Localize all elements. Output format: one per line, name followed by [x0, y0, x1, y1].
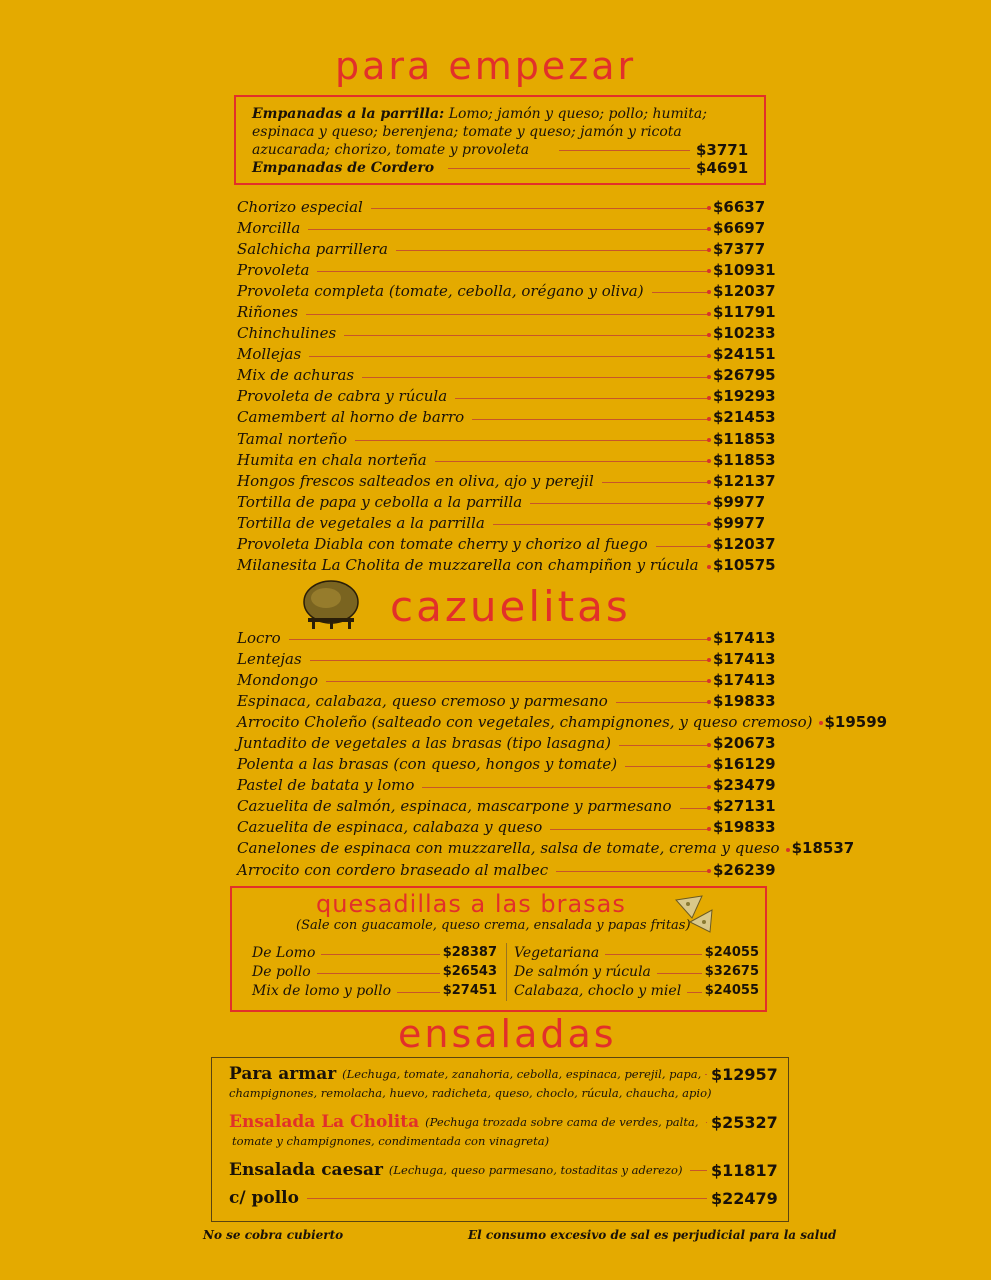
menu-item-name: Espinaca, calabaza, queso cremoso y parmesano [237, 691, 608, 710]
quesadilla-item [252, 943, 497, 962]
salad-price: $22479 [711, 1188, 778, 1208]
salad-price: $25327 [711, 1112, 778, 1132]
leader-line [559, 150, 690, 151]
salad-para-armar [229, 1064, 777, 1100]
leader-line [321, 954, 439, 955]
ensaladas-box [211, 1057, 789, 1222]
menu-item-price: $17413 [713, 670, 776, 689]
leader-line [310, 660, 709, 661]
menu-item-price: $9977 [713, 492, 766, 511]
menu-item-name: Mollejas [237, 345, 302, 364]
menu-item-price: $17413 [713, 628, 776, 647]
menu-item-name: Riñones [237, 303, 299, 322]
leader-line [707, 567, 709, 568]
leader-line [706, 1122, 707, 1123]
quesadilla-name: Vegetariana [514, 944, 600, 961]
quesadilla-item [514, 962, 759, 981]
menu-item [237, 407, 777, 428]
menu-item-price: $19293 [713, 387, 776, 406]
quesadillas-left-column [252, 943, 497, 1000]
quesadilla-price: $24055 [704, 983, 759, 998]
menu-item [237, 512, 777, 533]
salad-la-cholita [229, 1112, 777, 1148]
menu-item-name: Cazuelita de espinaca, calabaza y queso [237, 818, 543, 837]
menu-item [237, 534, 777, 555]
menu-item-name: Hongos frescos salteados en oliva, ajo y perejil [237, 471, 594, 490]
menu-item-price: $27131 [713, 797, 776, 816]
leader-line [344, 335, 709, 336]
menu-item [237, 470, 777, 491]
leader-line [625, 766, 709, 767]
menu-item-price: $7377 [713, 239, 766, 258]
leader-line [355, 440, 709, 441]
menu-item [237, 449, 777, 470]
menu-item [237, 669, 777, 690]
empanadas-price: $3771 [696, 141, 749, 159]
quesadillas-box [230, 886, 767, 1012]
salad-name: Ensalada La Cholita [229, 1112, 420, 1132]
menu-item-name: Tortilla de papa y cebolla a la parrilla [237, 492, 523, 511]
menu-item-price: $10931 [713, 260, 776, 279]
salad-con-pollo [229, 1188, 777, 1208]
menu-item-name: Mondongo [237, 670, 318, 689]
leader-line [656, 546, 709, 547]
menu-item-price: $6697 [713, 218, 766, 237]
clay-oven-icon [302, 578, 360, 630]
menu-item [237, 627, 777, 648]
leader-line [371, 208, 709, 209]
quesadilla-price: $24055 [704, 945, 759, 960]
quesadillas-right-column [514, 943, 759, 1000]
leader-line [397, 992, 440, 993]
empanadas-title: Empanadas a la parrilla: [252, 106, 445, 122]
menu-item-name: Chorizo especial [237, 197, 363, 216]
menu-item-price: $12037 [713, 281, 776, 300]
menu-item [237, 365, 777, 386]
menu-item-name: Salchicha parrillera [237, 239, 388, 258]
salad-name: Ensalada caesar [229, 1160, 383, 1180]
menu-item [237, 344, 777, 365]
menu-item [237, 817, 777, 838]
leader-line [616, 702, 709, 703]
menu-item-name: Provoleta Diabla con tomate cherry y chorizo al fuego [237, 535, 648, 554]
leader-line [317, 271, 709, 272]
leader-line [680, 808, 710, 809]
empanadas-cordero-price: $4691 [696, 159, 749, 177]
menu-item-name: Cazuelita de salmón, espinaca, mascarpone y parmesano [237, 797, 672, 816]
empanadas-flavors-2: espinaca y queso; berenjena; tomate y queso; jamón y ricota [252, 124, 682, 140]
leader-line [396, 250, 709, 251]
leader-line [550, 829, 709, 830]
title-quesadillas: quesadillas a las brasas [316, 890, 626, 918]
salad-description: (Lechuga, queso parmesano, tostaditas y aderezo) [388, 1163, 683, 1177]
menu-item-name: Polenta a las brasas (con queso, hongos y tomate) [237, 755, 618, 774]
quesadilla-icon [672, 892, 716, 936]
empanadas-line-4 [252, 159, 752, 177]
menu-item-name: Juntadito de vegetales a las brasas (tipo lasagna) [237, 734, 611, 753]
menu-item-price: $11853 [713, 450, 776, 469]
leader-line [657, 973, 702, 974]
menu-item [237, 732, 777, 753]
menu-item-price: $10233 [713, 324, 776, 343]
quesadilla-price: $27451 [442, 983, 497, 998]
empanadas-line-1 [252, 105, 752, 123]
salad-caesar [229, 1160, 777, 1180]
menu-item [237, 301, 777, 322]
empanadas-flavors-1: Lomo; jamón y queso; pollo; humita; [448, 106, 707, 122]
menu-item-name: Provoleta completa (tomate, cebolla, orégano y oliva) [237, 281, 644, 300]
menu-item [237, 838, 855, 859]
menu-item [237, 259, 777, 280]
quesadilla-name: De pollo [252, 963, 311, 980]
salad-description-cont: tomate y champignones, condimentada con vinagreta) [232, 1134, 550, 1148]
quesadilla-name: Mix de lomo y pollo [252, 982, 392, 999]
menu-item-name: Arrocito Choleño (salteado con vegetales, champignones, y queso cremoso) [237, 712, 813, 731]
menu-item-price: $26795 [713, 366, 776, 385]
cazuelitas-list [237, 627, 888, 880]
menu-item [237, 386, 777, 407]
menu-item-price: $19599 [824, 712, 888, 731]
menu-item-price: $18537 [791, 839, 855, 858]
leader-line [472, 419, 709, 420]
column-divider [506, 943, 507, 1001]
menu-item [237, 323, 777, 344]
menu-item-price: $24151 [713, 345, 776, 364]
leader-line [435, 461, 709, 462]
menu-item [237, 217, 777, 238]
leader-line [690, 1170, 707, 1171]
menu-item-name: Tortilla de vegetales a la parrilla [237, 513, 485, 532]
menu-item [237, 648, 777, 669]
quesadilla-item [514, 981, 759, 1000]
menu-item [237, 796, 777, 817]
quesadilla-name: De Lomo [252, 944, 316, 961]
menu-item-name: Lentejas [237, 649, 302, 668]
leader-line [362, 377, 709, 378]
menu-item-price: $26239 [713, 860, 776, 879]
menu-item-price: $21453 [713, 408, 776, 427]
leader-line [530, 503, 709, 504]
menu-item [237, 428, 777, 449]
quesadilla-item [514, 943, 759, 962]
menu-item [237, 280, 777, 301]
menu-item [237, 238, 777, 259]
leader-line [455, 398, 709, 399]
quesadilla-item [252, 981, 497, 1000]
menu-item-price: $20673 [713, 734, 776, 753]
menu-item-price: $9977 [713, 513, 766, 532]
menu-item-price: $19833 [713, 691, 776, 710]
leader-line [602, 482, 709, 483]
leader-line [652, 292, 709, 293]
quesadilla-item [252, 962, 497, 981]
footer-no-cubierto: No se cobra cubierto [203, 1228, 344, 1242]
menu-item-name: Chinchulines [237, 324, 337, 343]
leader-line [308, 229, 709, 230]
menu-item-price: $16129 [713, 755, 776, 774]
salad-description: (Pechuga trozada sobre cama de verdes, palta, [425, 1115, 699, 1129]
quesadilla-price: $26543 [442, 964, 497, 979]
menu-item-price: $11853 [713, 429, 776, 448]
empanadas-line-3 [252, 141, 752, 159]
title-ensaladas: ensaladas [398, 1012, 617, 1056]
leader-line [605, 954, 702, 955]
leader-line [317, 973, 440, 974]
quesadillas-subtitle: (Sale con guacamole, queso crema, ensalada y papas fritas) [296, 918, 691, 933]
title-cazuelitas: cazuelitas [390, 582, 631, 631]
leader-line [687, 992, 702, 993]
leader-line [556, 871, 709, 872]
leader-line [705, 1074, 707, 1075]
menu-item-name: Milanesita La Cholita de muzzarella con champiñon y rúcula [237, 556, 699, 575]
leader-line [619, 745, 709, 746]
menu-item-name: Mix de achuras [237, 366, 355, 385]
menu-item-name: Humita en chala norteña [237, 450, 427, 469]
leader-line [422, 787, 709, 788]
leader-line [289, 639, 709, 640]
quesadilla-price: $32675 [704, 964, 759, 979]
quesadilla-name: Calabaza, choclo y miel [514, 982, 682, 999]
leader-line [309, 356, 709, 357]
menu-item-price: $17413 [713, 649, 776, 668]
starters-list [237, 196, 777, 576]
leader-line [493, 524, 709, 525]
menu-item-name: Pastel de batata y lomo [237, 776, 415, 795]
leader-line [448, 168, 690, 169]
menu-item-price: $23479 [713, 776, 776, 795]
menu-item-name: Canelones de espinaca con muzzarella, salsa de tomate, crema y queso [237, 839, 780, 858]
salad-name: Para armar [229, 1064, 337, 1084]
salad-price: $12957 [711, 1064, 778, 1084]
footer-salt-warning: El consumo excesivo de sal es perjudicial para la salud [468, 1228, 837, 1242]
menu-item-price: $19833 [713, 818, 776, 837]
menu-item [237, 196, 777, 217]
menu-item-price: $12037 [713, 535, 776, 554]
menu-item-price: $10575 [713, 556, 776, 575]
empanadas-cordero-name: Empanadas de Cordero [252, 160, 435, 176]
menu-item-name: Provoleta de cabra y rúcula [237, 387, 448, 406]
menu-item-name: Morcilla [237, 218, 301, 237]
menu-item [237, 754, 777, 775]
menu-item-price: $6637 [713, 197, 766, 216]
menu-item [237, 775, 777, 796]
menu-item-name: Tamal norteño [237, 429, 347, 448]
leader-line [306, 314, 709, 315]
salad-description: (Lechuga, tomate, zanahoria, cebolla, espinaca, perejil, papa, [342, 1067, 702, 1081]
leader-line [307, 1198, 707, 1199]
title-para-empezar: para empezar [335, 44, 637, 88]
empanadas-flavors-3: azucarada; chorizo, tomate y provoleta [252, 142, 530, 158]
menu-item-price: $12137 [713, 471, 776, 490]
menu-item [237, 711, 888, 732]
menu-item-name: Locro [237, 628, 281, 647]
salad-price: $11817 [711, 1160, 778, 1180]
menu-item [237, 859, 777, 880]
salad-description-cont: champignones, remolacha, huevo, radicheta, queso, choclo, rúcula, chaucha, apio) [229, 1086, 712, 1100]
leader-line [326, 681, 709, 682]
salad-name: c/ pollo [229, 1188, 299, 1208]
menu-item-name: Provoleta [237, 260, 310, 279]
menu-item-name: Camembert al horno de barro [237, 408, 465, 427]
menu-item-price: $11791 [713, 303, 776, 322]
menu-item [237, 491, 777, 512]
quesadilla-name: De salmón y rúcula [514, 963, 651, 980]
menu-item [237, 690, 777, 711]
quesadilla-price: $28387 [442, 945, 497, 960]
menu-item-name: Arrocito con cordero braseado al malbec [237, 860, 549, 879]
empanadas-box [234, 95, 766, 185]
menu-item [237, 555, 777, 576]
